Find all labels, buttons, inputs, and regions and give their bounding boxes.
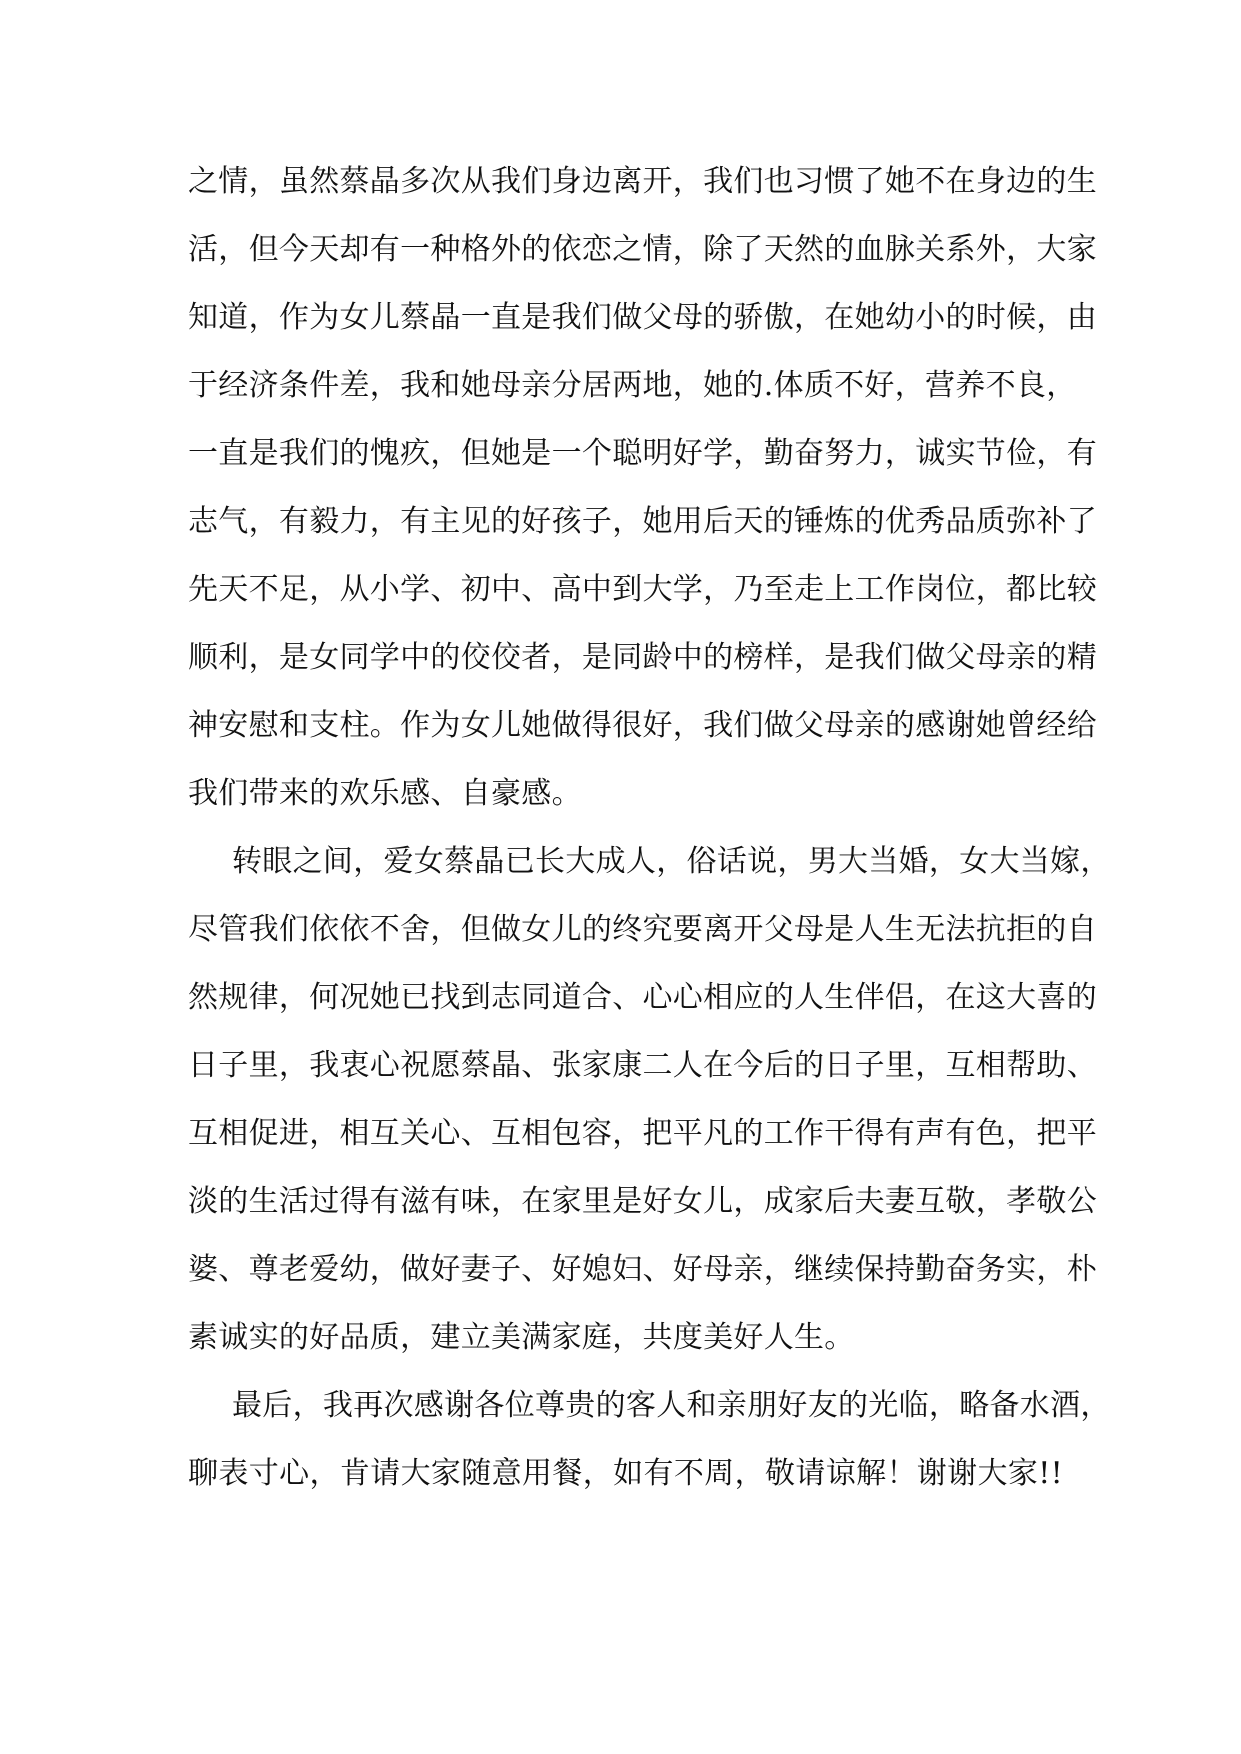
text-line: 志气，有毅力，有主见的好孩子，她用后天的锤炼的优秀品质弥补了	[188, 504, 1097, 539]
text-line: 顺利，是女同学中的佼佼者，是同龄中的榜样，是我们做父母亲的精	[188, 640, 1097, 675]
text-line: 尽管我们依依不舍，但做女儿的终究要离开父母是人生无法抗拒的自	[188, 912, 1097, 947]
text-line: 活，但今天却有一种格外的依恋之情，除了天然的血脉关系外，大家	[188, 232, 1097, 267]
text-line: 日子里，我衷心祝愿蔡晶、张家康二人在今后的日子里，互相帮助、	[188, 1048, 1097, 1083]
body-text	[188, 160, 1111, 1520]
text-line: 神安慰和支柱。作为女儿她做得很好，我们做父母亲的感谢她曾经给	[188, 708, 1097, 743]
text-line: 我们带来的欢乐感、自豪感。	[188, 776, 582, 811]
text-line: 婆、尊老爱幼，做好妻子、好媳妇、好母亲，继续保持勤奋务实，朴	[188, 1252, 1097, 1287]
text-line: 一直是我们的愧疚，但她是一个聪明好学，勤奋努力，诚实节俭，有	[188, 436, 1097, 471]
text-line: 于经济条件差，我和她母亲分居两地，她的.体质不好，营养不良，	[188, 368, 1077, 403]
text-line: 互相促进，相互关心、互相包容，把平凡的工作干得有声有色，把平	[188, 1116, 1097, 1151]
text-line: 先天不足，从小学、初中、高中到大学，乃至走上工作岗位，都比较	[188, 572, 1097, 607]
text-line: 知道，作为女儿蔡晶一直是我们做父母的骄傲，在她幼小的时候，由	[188, 300, 1097, 335]
text-line: 素诚实的好品质，建立美满家庭，共度美好人生。	[188, 1320, 855, 1355]
text-line: 然规律，何况她已找到志同道合、心心相应的人生伴侣，在这大喜的	[188, 980, 1097, 1015]
text-line: 聊表寸心，肯请大家随意用餐，如有不周，敬请谅解！谢谢大家!!	[188, 1456, 1063, 1491]
text-line: 之情，虽然蔡晶多次从我们身边离开，我们也习惯了她不在身边的生	[188, 164, 1097, 199]
text-line: 淡的生活过得有滋有味，在家里是好女儿，成家后夫妻互敬，孝敬公	[188, 1184, 1097, 1219]
text-line: 转眼之间，爱女蔡晶已长大成人，俗话说，男大当婚，女大当嫁，	[232, 844, 1111, 879]
text-line: 最后，我再次感谢各位尊贵的客人和亲朋好友的光临，略备水酒，	[232, 1388, 1111, 1423]
